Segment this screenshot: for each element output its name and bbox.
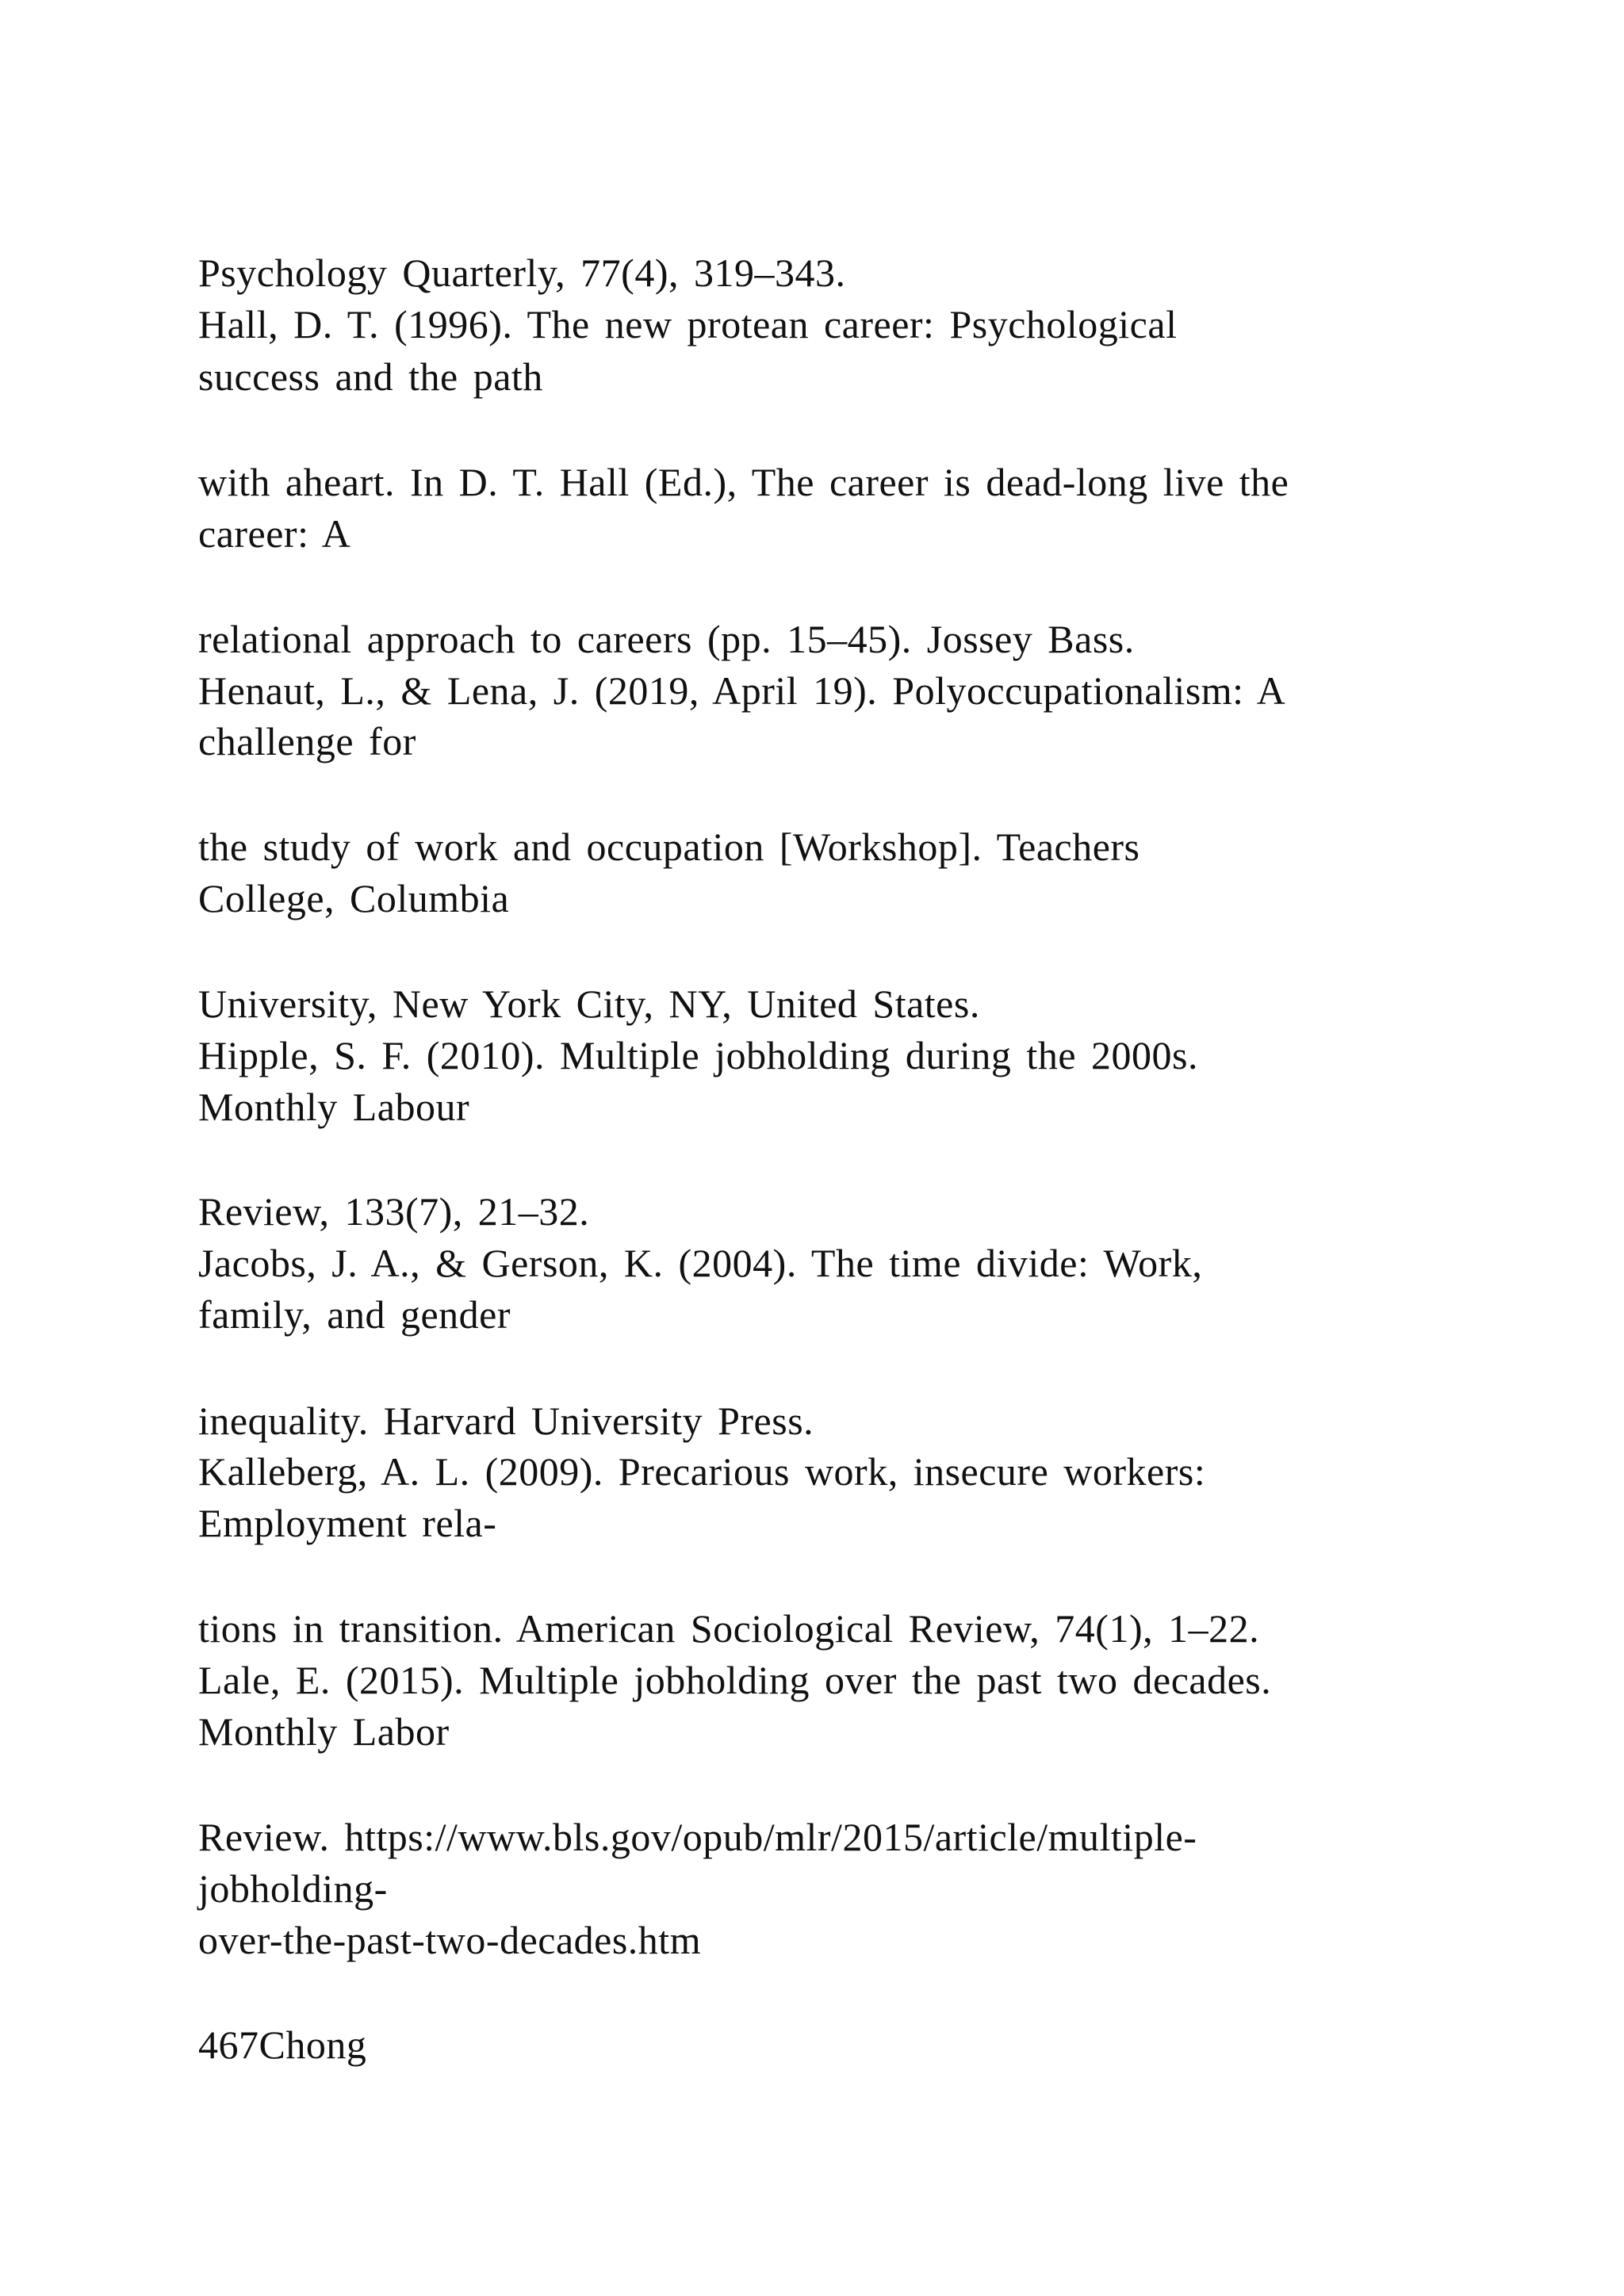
text-line: Employment rela- [198,1501,497,1545]
text-line: Kalleberg, A. L. (2009). Precarious work, insecure workers: [198,1449,1206,1494]
text-line: Hall, D. T. (1996). The new protean career: Psychological [198,302,1178,346]
text-line: Review. https://www.bls.gov/opub/mlr/2015/article/multiple- [198,1815,1197,1859]
text-line: family, and gender [198,1292,511,1337]
text-line: College, Columbia [198,876,510,920]
text-line: Psychology Quarterly, 77(4), 319–343. [198,251,846,295]
text-line: relational approach to careers (pp. 15–45). Jossey Bass. [198,617,1135,661]
text-line: challenge for [198,719,416,763]
page-footer: 467Chong [198,2022,367,2067]
text-line: Lale, E. (2015). Multiple jobholding over the past two decades. [198,1658,1272,1702]
text-line: Monthly Labour [198,1085,470,1129]
text-line: jobholding- [198,1866,388,1911]
text-line: over-the-past-two-decades.htm [198,1918,702,1962]
text-line: Review, 133(7), 21–32. [198,1189,590,1234]
text-line: career: A [198,511,351,556]
text-line: with aheart. In D. T. Hall (Ed.), The career is dead-long live the [198,460,1289,504]
text-line: Hipple, S. F. (2010). Multiple jobholding during the 2000s. [198,1033,1198,1077]
text-line: Jacobs, J. A., & Gerson, K. (2004). The time divide: Work, [198,1241,1203,1285]
text-line: inequality. Harvard University Press. [198,1399,814,1443]
text-line: Henaut, L., & Lena, J. (2019, April 19). Polyoccupationalism: A [198,668,1286,713]
text-line: success and the path [198,354,543,399]
text-line: tions in transition. American Sociological Review, 74(1), 1–22. [198,1606,1260,1651]
text-line: the study of work and occupation [Workshop]. Teachers [198,825,1140,869]
text-line: University, New York City, NY, United States. [198,982,980,1026]
text-line: Monthly Labor [198,1709,450,1754]
